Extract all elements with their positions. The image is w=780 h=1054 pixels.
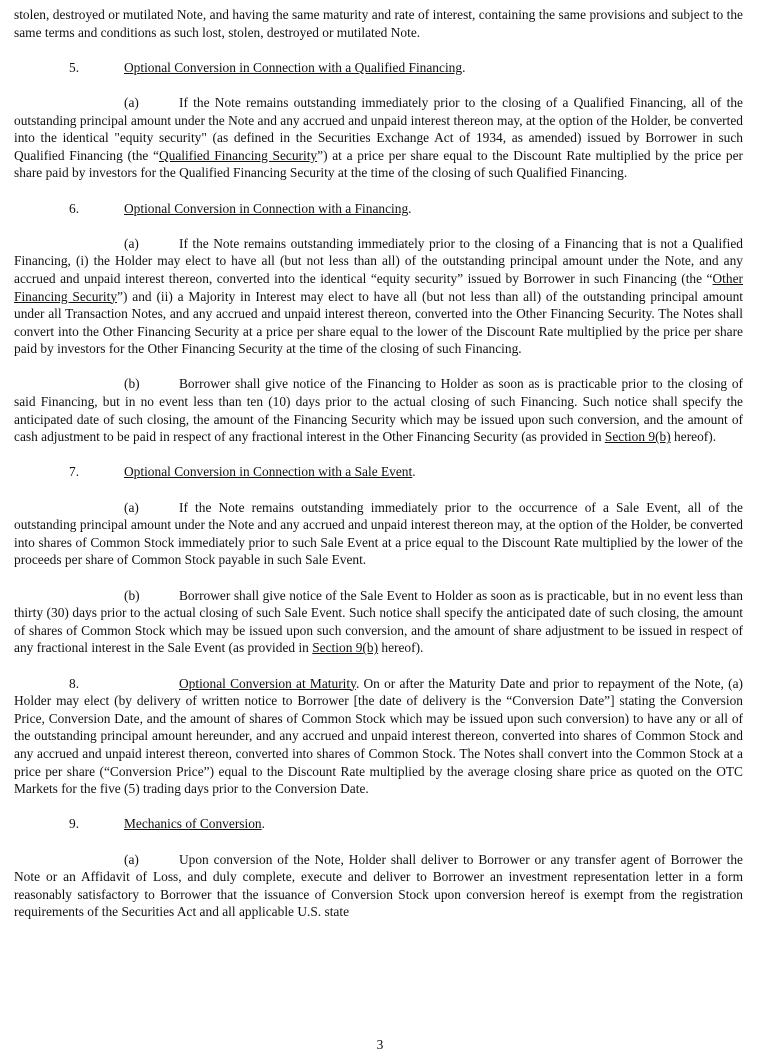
section-6a-paragraph: (a) If the Note remains outstanding immediately prior to the closing of a Financing that is not a Qualified Financing, (i) the Holder may elect to have all (but not less than all) of the outstanding principal amount under the Note, and any accrued and unpaid interest thereon, converted into the identical “equity security” issued by Borrower in such Financing (the “Other Financing Security”) and (ii) a Majority in Interest may elect to have all (but not less than all) of the outstanding principal amount under all Transaction Notes, and any accrued and unpaid interest thereon, converted into the Other Financing Security. The Notes shall convert into the Other Financing Security at a price per share equal to the lower of the Discount Rate multiplied by the price per share paid by investors for the Other Financing Security at the time of the closing of such Financing. — [14, 235, 743, 357]
section-7-heading: 7. Optional Conversion in Connection with a Sale Event. — [69, 464, 416, 480]
section-reference: Section 9(b) — [604, 429, 671, 445]
section-8-paragraph: 8. Optional Conversion at Maturity. On or after the Maturity Date and prior to repayment of the Note, (a) Holder may elect (by delivery of written notice to Borrower [the date of delivery is the “Conversion Date”] stating the Conversion Price, Conversion Date, and the amount of shares of Common Stock which may be issued upon such conversion) to have any or all of the outstanding principal amount hereunder, and any accrued and unpaid interest thereon, converted into shares of Common Stock and any accrued and unpaid interest thereon, converted into shares of Common Stock. The Notes shall convert into the Common Stock at a price per share (“Conversion Price”) equal to the Discount Rate multiplied by the average closing share price as quoted on the OTC Markets for the five (5) trading days prior to the Conversion Date. — [14, 675, 743, 797]
section-title: Optional Conversion in Connection with a Sale Event — [124, 464, 413, 480]
section-title: Optional Conversion at Maturity — [179, 675, 356, 691]
subsection-label: (a) — [124, 499, 139, 515]
section-title: Optional Conversion in Connection with a Financing — [124, 200, 409, 216]
section-title: Mechanics of Conversion — [124, 816, 262, 832]
section-5-heading: 5. Optional Conversion in Connection with a Qualified Financing. — [69, 59, 466, 75]
section-number: 9. — [69, 816, 80, 832]
section-7b-paragraph: (b) Borrower shall give notice of the Sale Event to Holder as soon as is practicable, but in no event less than thirty (30) days prior to the actual closing of such Sale Event. Such notice shall specify the anticipated date of such closing, the amount of shares of Common Stock which may be issued upon such conversion, and the amount of share adjustment to be issued in respect of any fractional interest in the Sale Event (as provided in Section 9(b) hereof). — [14, 587, 743, 656]
section-reference: Section 9(b) — [312, 640, 379, 656]
section-6-heading: 6. Optional Conversion in Connection with a Financing. — [69, 200, 412, 216]
section-7a-paragraph: (a) If the Note remains outstanding immediately prior to the occurrence of a Sale Event, all of the outstanding principal amount under the Note and any accrued and unpaid interest thereon may, at the option of the Holder, be converted into shares of Common Stock immediately prior to such Sale Event at a price equal to the Discount Rate multiplied by the lower of the proceeds per share of Common Stock payable in such Sale Event. — [14, 499, 743, 568]
document-page — [14, 6, 743, 921]
section-number: 8. — [69, 675, 80, 691]
defined-term: Other Financing Security — [14, 270, 743, 304]
section-number: 6. — [69, 200, 80, 216]
section-number: 7. — [69, 464, 80, 480]
subsection-label: (b) — [124, 376, 140, 392]
intro-paragraph: stolen, destroyed or mutilated Note, and having the same maturity and rate of interest, containing the same provisions and subject to the same terms and conditions as such lost, stolen, destroyed or mutilated Note. — [14, 7, 743, 40]
section-5a-paragraph: (a) If the Note remains outstanding immediately prior to the closing of a Qualified Financing, all of the outstanding principal amount under the Note and any accrued and unpaid interest thereon may, at the option of the Holder, be converted into the identical "equity security" (as defined in the Securities Exchange Act of 1934, as amended) issued by Borrower in such Qualified Financing (the “Qualified Financing Security”) at a price per share equal to the Discount Rate multiplied by the price per share paid by investors for the Qualified Financing Security at the time of the closing of such Qualified Financing. — [14, 94, 743, 181]
subsection-label: (b) — [124, 587, 140, 603]
section-9a-paragraph: (a) Upon conversion of the Note, Holder shall deliver to Borrower or any transfer agent of Borrower the Note or an Affidavit of Loss, and duly complete, execute and deliver to Borrower an investment representation letter in a form reasonably satisfactory to Borrower that the issuance of Conversion Stock upon conversion hereof is exempt from the registration requirements of the Securities Act and all applicable U.S. state — [14, 851, 743, 920]
page-number: 3 — [376, 1037, 384, 1052]
subsection-label: (a) — [124, 851, 139, 867]
subsection-label: (a) — [124, 94, 139, 110]
section-9-heading: 9. Mechanics of Conversion. — [69, 816, 265, 832]
section-6b-paragraph: (b) Borrower shall give notice of the Financing to Holder as soon as is practicable prior to the closing of said Financing, but in no event less than ten (10) days prior to the actual closing of such Financing. Such notice shall specify the anticipated date of such closing, the amount of the Financing Security which may be issued upon such conversion, and the amount of cash adjustment to be paid in respect of any fractional interest in the Other Financing Security (as provided in Section 9(b) hereof). — [14, 376, 743, 445]
section-title: Optional Conversion in Connection with a Qualified Financing — [124, 59, 463, 75]
section-number: 5. — [69, 59, 80, 75]
subsection-label: (a) — [124, 235, 139, 251]
defined-term: Qualified Financing Security — [158, 147, 318, 163]
